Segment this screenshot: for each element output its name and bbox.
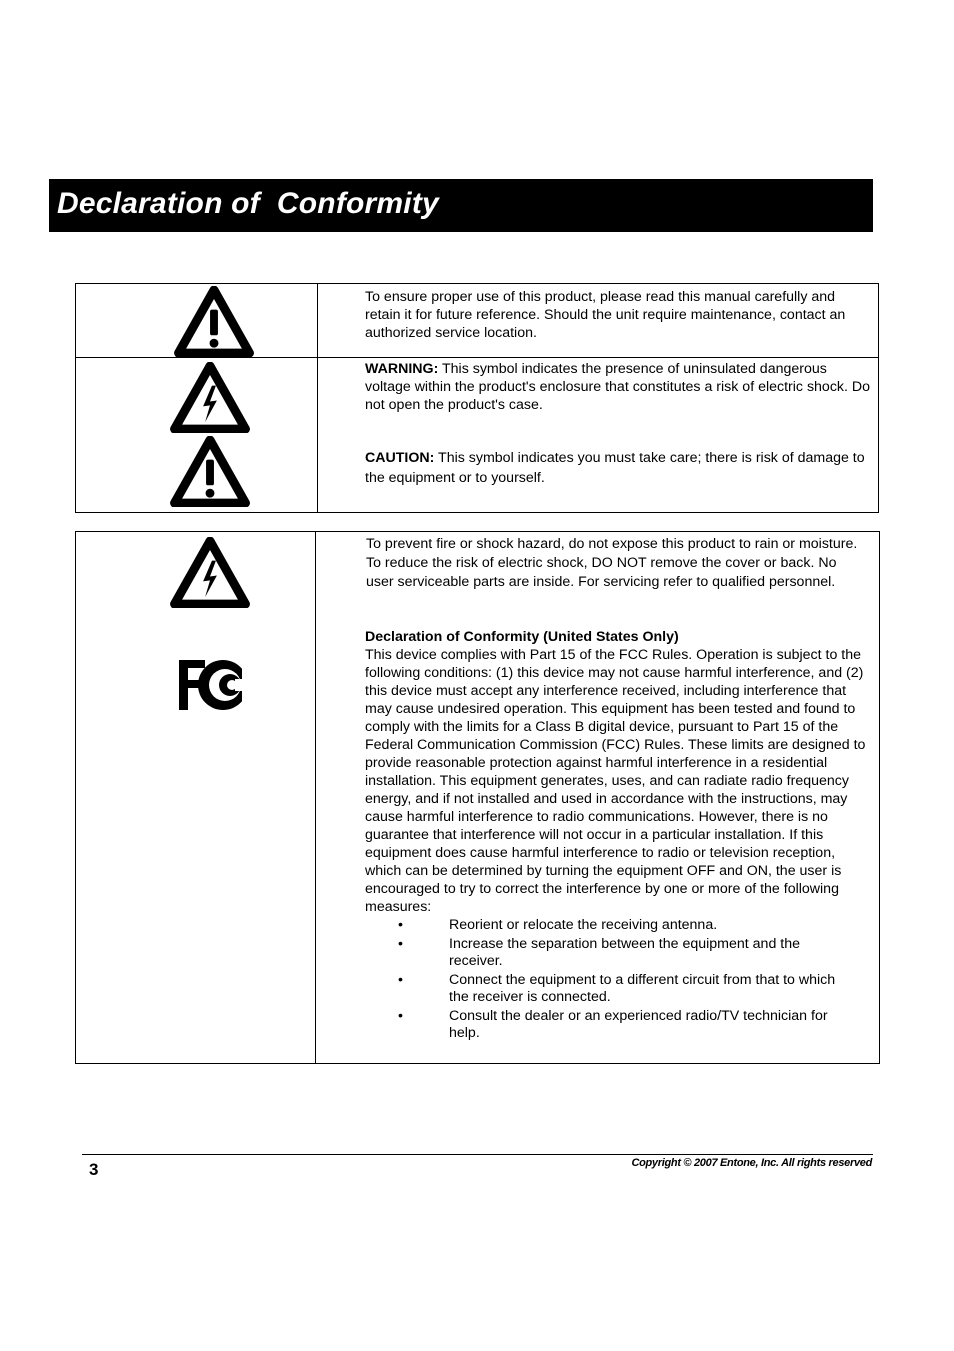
caution-label: CAUTION: <box>365 450 435 466</box>
shock-triangle-icon <box>170 537 250 608</box>
caution-text: This symbol indicates you must take care; there is risk of damage to the equipment or to yourself. <box>365 450 865 486</box>
title-bar <box>49 179 873 232</box>
measures-list <box>425 917 845 1044</box>
page-title: Declaration of Conformity <box>57 187 439 220</box>
declaration-body: This device complies with Part 15 of the FCC Rules. Operation is subject to the following conditions: (1) this device may not cause harmful interference, and (2) this device must accept any interference received, including interference that may cause undesired operation. This equipment has been tested and found to comply with the limits for a Class B digital device, pursuant to Part 15 of the Federal Communication Commission (FCC) Rules. These limits are designed to provide reasonable protection against harmful interference in a residential installation. This equipment generates, uses, and can radiate radio frequency energy, and if not installed and used in accordance with the instructions, may cause harmful interference to radio communications. However, there is no guarantee that interference will not occur in a particular installation. If this equipment does cause harmful interference to radio or television reception, which can be determined by turning the equipment OFF and ON, the user is encouraged to try to correct the interference by one or more of the following measures: <box>365 647 866 915</box>
list-item: • Reorient or relocate the receiving antenna. <box>425 917 845 934</box>
page-number: 3 <box>89 1160 99 1179</box>
caution-triangle-icon <box>174 286 254 357</box>
list-item: • Connect the equipment to a different circuit from that to which the receiver is connected. <box>425 972 845 1006</box>
declaration-heading: Declaration of Conformity (United States Only) <box>365 629 679 645</box>
list-item: • Increase the separation between the equipment and the receiver. <box>425 936 845 970</box>
copyright: Copyright © 2007 Entone, Inc. All rights reserved <box>631 1157 872 1169</box>
warning-notice <box>365 360 873 414</box>
shock-triangle-icon <box>170 362 250 433</box>
fire-hazard-notice: To prevent fire or shock hazard, do not expose this product to rain or moisture. To reduce the risk of electric shock, DO NOT remove the cover or back. No user serviceable parts are inside. For servicing refer to qualified personnel. <box>366 536 858 590</box>
usage-notice: To ensure proper use of this product, please read this manual carefully and retain it for future reference. Should the unit require maintenance, contact an authorized service location. <box>365 289 846 341</box>
fcc-logo <box>177 658 251 712</box>
warning-text: This symbol indicates the presence of uninsulated dangerous voltage within the product's enclosure that constitutes a risk of electric shock. Do not open the product's case. <box>365 361 871 413</box>
footer-divider <box>82 1154 873 1155</box>
safety-table <box>75 283 879 513</box>
warning-label: WARNING: <box>365 361 439 377</box>
caution-triangle-icon <box>170 436 250 507</box>
caution-notice <box>365 448 873 488</box>
list-item: • Consult the dealer or an experienced radio/TV technician for help. <box>425 1008 845 1042</box>
fcc-table <box>75 531 880 1064</box>
